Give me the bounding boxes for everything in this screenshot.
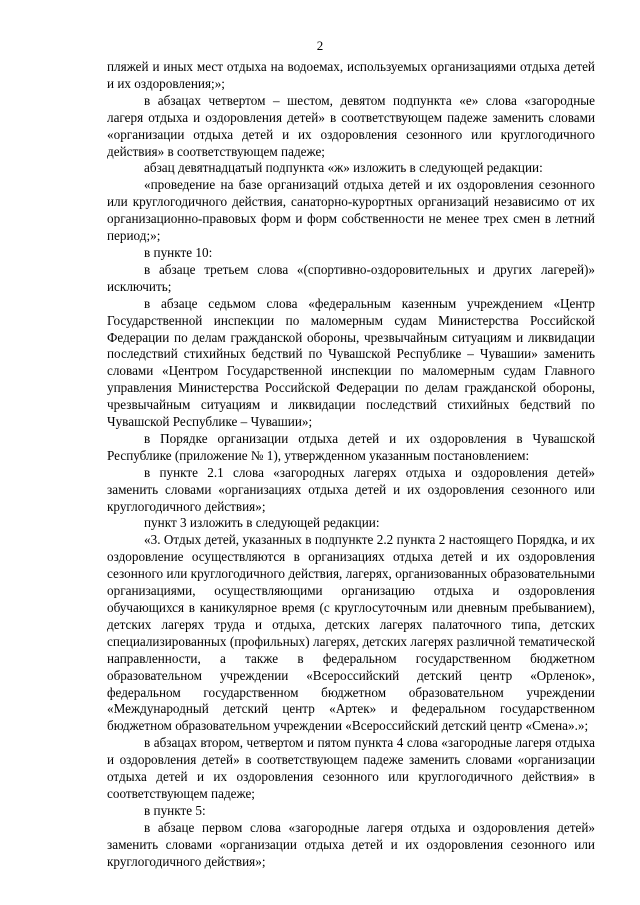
document-body <box>107 59 595 871</box>
paragraph: в абзаце третьем слова «(спортивно-оздоровительных и других лагерей)» исключить; <box>107 261 595 294</box>
paragraph: в пункте 10: <box>144 244 213 260</box>
paragraph: в пункте 2.1 слова «загородных лагерях отдыха и оздоровления детей» заменить словами «организациях отдыха детей и их оздоровления сезонного или круглогодичного действия»; <box>107 464 595 514</box>
paragraph: в абзацах втором, четвертом и пятом пункта 4 слова «загородные лагеря отдыха и оздоровления детей» в соответствующем падеже заменить словами «организации отдыха детей и их оздоровления сезонного или круглогодичного действия» в соответствующем падеже; <box>107 735 595 801</box>
paragraph: в Порядке организации отдыха детей и их оздоровления в Чувашской Республике (приложение № 1), утвержденном указанным постановлением: <box>107 430 595 463</box>
paragraph: «3. Отдых детей, указанных в подпункте 2.2 пункта 2 настоящего Порядка, и их оздоровление осуществляются в организациях отдыха детей и их оздоровления сезонного или круглогодичного действия, лагерях, организованных образовательными организациями, осуществляющими организацию отдыха и оздоровления обучающихся в каникулярное время (с круглосуточным или дневным пребыванием), детских лагерях труда и отдыха, детских лагерях палаточного типа, детских специализированных (профильных) лагерях, детских лагерях различной тематической направленности, а также в федеральном государственном бюджетном образовательном учреждении «Всероссийский детский центр «Орленок», федеральном государственном бюджетном образовательном учреждении «Международный детский центр «Артек» и федеральном государственном бюджетном образовательном учреждении «Всероссийский детский центр «Смена».»; <box>107 532 595 734</box>
paragraph: «проведение на базе организаций отдыха детей и их оздоровления сезонного или круглогодичного действия, санаторно-курортных организаций независимо от их организационно-правовых форм и форм собственности не менее трех смен в летний период;»; <box>107 177 595 244</box>
paragraph: в пункте 5: <box>144 802 206 818</box>
paragraph: абзац девятнадцатый подпункта «ж» изложить в следующей редакции: <box>144 160 543 176</box>
paragraph: пункт 3 изложить в следующей редакции: <box>144 515 380 531</box>
paragraph: в абзаце седьмом слова «федеральным казенным учреждением «Центр Государственной инспекции по маломерным судам Министерства Российской Федерации по делам гражданской обороны, чрезвычайным ситуациям и ликвидации последствий стихийных бедствий по Чувашской Республике – Чувашии» заменить словами «Центром Государственной инспекции по маломерным судам Главного управления Министерства Российской Федерации по делам гражданской обороны, чрезвычайным ситуациям и ликвидации последствий стихийных бедствий по Чувашской Республике – Чувашии»; <box>107 295 595 430</box>
page-number: 2 <box>316 38 324 53</box>
paragraph: пляжей и иных мест отдыха на водоемах, используемых организациями отдыха детей и их оздоровления;»; <box>107 59 595 91</box>
paragraph: в абзаце первом слова «загородные лагеря отдыха и оздоровления детей» заменить словами «организации отдыха детей и их оздоровления сезонного или круглогодичного действия»; <box>107 819 595 869</box>
paragraph: в абзацах четвертом – шестом, девятом подпункта «е» слова «загородные лагеря отдыха и оздоровления детей» в соответствующем падеже заменить словами «организации отдыха детей и их оздоровления сезонного или круглогодичного действия» в соответствующем падеже; <box>107 92 595 159</box>
